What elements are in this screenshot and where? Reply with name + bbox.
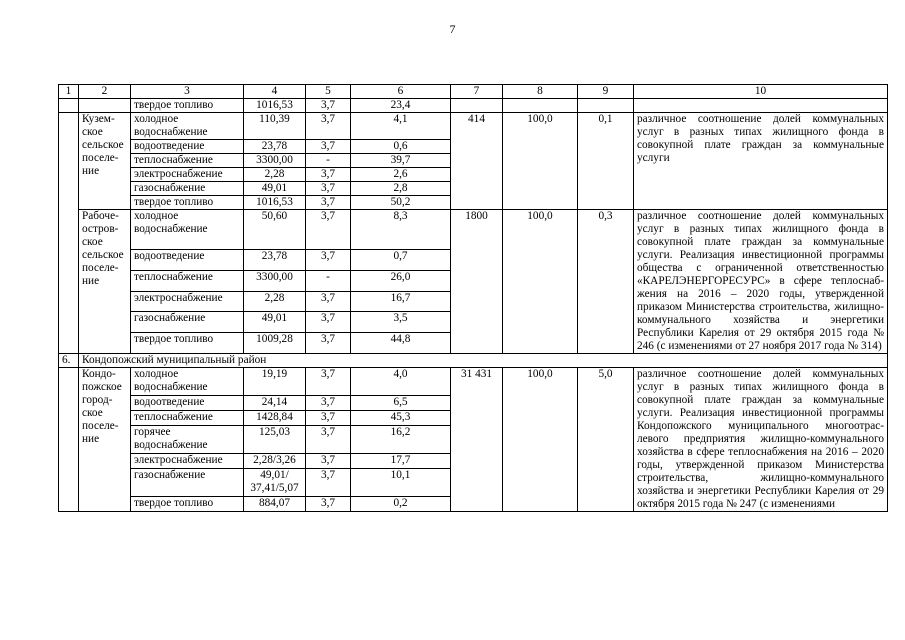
index-cell: 3,7 xyxy=(306,99,351,113)
row-number-cell xyxy=(59,113,79,354)
service-cell: твердое топливо xyxy=(131,497,244,512)
value-cell: 5,0 xyxy=(578,368,634,512)
share-cell: 39,7 xyxy=(351,154,451,168)
share-cell: 2,8 xyxy=(351,182,451,196)
index-cell: 3,7 xyxy=(306,425,351,453)
percent-cell: 100,0 xyxy=(503,368,578,512)
index-cell: 3,7 xyxy=(306,468,351,496)
share-cell: 4,0 xyxy=(351,368,451,396)
note-cell xyxy=(634,99,888,113)
row-number-cell xyxy=(59,368,79,512)
share-cell: 45,3 xyxy=(351,411,451,426)
service-cell: электроснабжение xyxy=(131,291,244,312)
settlement-cell xyxy=(79,99,131,113)
index-cell: - xyxy=(306,154,351,168)
share-cell: 4,1 xyxy=(351,113,451,140)
service-cell: теплоснабжение xyxy=(131,154,244,168)
tariff-cell: 23,78 xyxy=(244,140,306,154)
tariff-cell: 2,28 xyxy=(244,291,306,312)
index-cell: - xyxy=(306,270,351,291)
share-cell: 10,1 xyxy=(351,468,451,496)
service-cell: электроснабжение xyxy=(131,168,244,182)
population-cell: 414 xyxy=(451,113,503,210)
index-cell: 3,7 xyxy=(306,250,351,271)
table-row xyxy=(59,99,888,113)
index-cell: 3,7 xyxy=(306,454,351,469)
column-header: 10 xyxy=(634,85,888,99)
header-row xyxy=(59,85,888,99)
tariff-cell: 49,01 xyxy=(244,312,306,333)
note-cell: различное соотношение долей коммунальных услуг в разных типах жилищного фонда в совокупной плате граждан за коммунальные услуги. Реализация инвестиционной программы общества с ограниченной ответственностью «КАРЕЛЭНЕРГОРЕСУРС» в сфере теплоснаб-жения на 2016 – 2020 годы, утвержденной приказом Министерства строительства, жилищно-коммунального хозяйства и энергетики Республики Карелия от 29 октября 2015 года № 246 (с изменениями от 27 ноября 2017 года № 314) xyxy=(634,210,888,354)
service-cell: газоснабжение xyxy=(131,312,244,333)
service-cell: холодное водоснабжение xyxy=(131,210,244,250)
column-header: 8 xyxy=(503,85,578,99)
tariff-cell: 1016,53 xyxy=(244,99,306,113)
tariff-cell: 2,28 xyxy=(244,168,306,182)
value-cell: 0,1 xyxy=(578,113,634,210)
note-cell: различное соотношение долей коммунальных услуг в разных типах жилищного фонда в совокупной плате граждан за коммунальные услуги. Реализация инвестиционной программы Кондопожского муниципального многоотрас-левого предприятия жилищно-коммунального хозяйства в сфере теплоснабжения на 2016 – 2020 годы, утвержденной приказом Министерства строительства, жилищно-коммунального хозяйства и энергетики Республики Карелия от 29 октября 2015 года № 247 (с изменениями xyxy=(634,368,888,512)
district-row xyxy=(59,354,888,368)
share-cell: 6,5 xyxy=(351,396,451,411)
tariff-cell: 19,19 xyxy=(244,368,306,396)
column-header: 6 xyxy=(351,85,451,99)
population-cell xyxy=(451,99,503,113)
share-cell: 3,5 xyxy=(351,312,451,333)
tariff-cell: 23,78 xyxy=(244,250,306,271)
index-cell: 3,7 xyxy=(306,411,351,426)
district-name: Кондопожский муниципальный район xyxy=(79,354,888,368)
index-cell: 3,7 xyxy=(306,140,351,154)
note-cell: различное соотношение долей коммунальных услуг в разных типах жилищного фонда в совокупной плате граждан за коммунальные услуги xyxy=(634,113,888,210)
index-cell: 3,7 xyxy=(306,168,351,182)
share-cell: 0,6 xyxy=(351,140,451,154)
share-cell: 17,7 xyxy=(351,454,451,469)
index-cell: 3,7 xyxy=(306,113,351,140)
index-cell: 3,7 xyxy=(306,210,351,250)
service-cell: твердое топливо xyxy=(131,196,244,210)
district-number: 6. xyxy=(59,354,79,368)
service-cell: водоотведение xyxy=(131,250,244,271)
index-cell: 3,7 xyxy=(306,396,351,411)
page-number: 7 xyxy=(449,22,456,36)
population-cell: 1800 xyxy=(451,210,503,354)
table-row xyxy=(59,113,888,140)
column-header: 5 xyxy=(306,85,351,99)
tariff-cell: 49,01 xyxy=(244,182,306,196)
share-cell: 8,3 xyxy=(351,210,451,250)
service-cell: теплоснабжение xyxy=(131,270,244,291)
column-header: 9 xyxy=(578,85,634,99)
index-cell: 3,7 xyxy=(306,182,351,196)
population-cell: 31 431 xyxy=(451,368,503,512)
index-cell: 3,7 xyxy=(306,368,351,396)
share-cell: 26,0 xyxy=(351,270,451,291)
service-cell: твердое топливо xyxy=(131,99,244,113)
tariff-cell: 1009,28 xyxy=(244,333,306,354)
tariff-cell: 1016,53 xyxy=(244,196,306,210)
share-cell: 0,7 xyxy=(351,250,451,271)
column-header: 7 xyxy=(451,85,503,99)
share-cell: 2,6 xyxy=(351,168,451,182)
index-cell: 3,7 xyxy=(306,312,351,333)
service-cell: электроснабжение xyxy=(131,454,244,469)
column-header: 1 xyxy=(59,85,79,99)
column-header: 2 xyxy=(79,85,131,99)
table-row xyxy=(59,368,888,396)
tariff-cell: 50,60 xyxy=(244,210,306,250)
column-header: 3 xyxy=(131,85,244,99)
service-cell: холодное водоснабжение xyxy=(131,368,244,396)
service-cell: газоснабжение xyxy=(131,182,244,196)
service-cell: горячее водоснабжение xyxy=(131,425,244,453)
settlement-name: Кузем- ское сельское поселе- ние xyxy=(79,113,131,210)
percent-cell: 100,0 xyxy=(503,113,578,210)
column-header: 4 xyxy=(244,85,306,99)
service-cell: теплоснабжение xyxy=(131,411,244,426)
tariff-cell: 125,03 xyxy=(244,425,306,453)
share-cell: 16,2 xyxy=(351,425,451,453)
table-row xyxy=(59,210,888,250)
service-cell: водоотведение xyxy=(131,140,244,154)
index-cell: 3,7 xyxy=(306,196,351,210)
share-cell: 50,2 xyxy=(351,196,451,210)
percent-cell xyxy=(503,99,578,113)
tariff-cell: 24,14 xyxy=(244,396,306,411)
share-cell: 16,7 xyxy=(351,291,451,312)
share-cell: 0,2 xyxy=(351,497,451,512)
percent-cell: 100,0 xyxy=(503,210,578,354)
settlement-name: Рабоче- остров- ское сельское поселе- ние xyxy=(79,210,131,354)
value-cell xyxy=(578,99,634,113)
tariff-cell: 110,39 xyxy=(244,113,306,140)
tariff-cell: 3300,00 xyxy=(244,154,306,168)
settlement-name: Кондо- пожское город- ское поселе- ние xyxy=(79,368,131,512)
service-cell: водоотведение xyxy=(131,396,244,411)
tariff-cell: 884,07 xyxy=(244,497,306,512)
value-cell: 0,3 xyxy=(578,210,634,354)
index-cell: 3,7 xyxy=(306,497,351,512)
service-cell: газоснабжение xyxy=(131,468,244,496)
service-cell: твердое топливо xyxy=(131,333,244,354)
tariff-cell: 1428,84 xyxy=(244,411,306,426)
row-number-cell xyxy=(59,99,79,113)
share-cell: 44,8 xyxy=(351,333,451,354)
tariff-table xyxy=(58,84,888,512)
index-cell: 3,7 xyxy=(306,333,351,354)
service-cell: холодное водоснабжение xyxy=(131,113,244,140)
tariff-cell: 49,01/ 37,41/5,07 xyxy=(244,468,306,496)
share-cell: 23,4 xyxy=(351,99,451,113)
tariff-cell: 3300,00 xyxy=(244,270,306,291)
index-cell: 3,7 xyxy=(306,291,351,312)
tariff-cell: 2,28/3,26 xyxy=(244,454,306,469)
